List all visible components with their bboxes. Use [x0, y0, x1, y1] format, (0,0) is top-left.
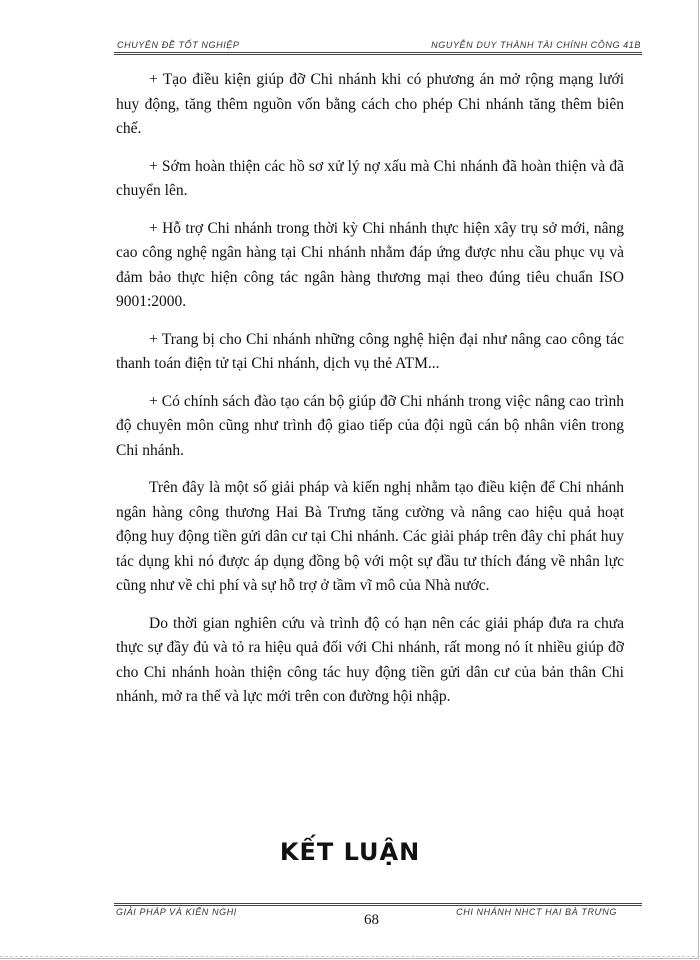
- paragraph-support-expansion: + Tạo điều kiện giúp đỡ Chi nhánh khi có phương án mở rộng mạng lưới huy động, tăng thêm nguồn vốn bằng cách cho phép Chi nhánh tăng thêm biên chế.: [116, 71, 624, 137]
- running-header-left: CHUYÊN ĐỀ TỐT NGHIỆP: [117, 40, 240, 50]
- page-number: 68: [364, 912, 379, 928]
- running-footer-right: CHI NHÁNH NHCT HAI BÀ TRƯNG: [456, 907, 617, 917]
- paragraph-training: + Có chính sách đào tạo cán bộ giúp đỡ Chi nhánh trong việc nâng cao trình độ chuyên môn cũng như trình độ giao tiếp của đội ngũ cán bộ nhân viên trong Chi nhánh.: [116, 392, 624, 459]
- page-bottom-edge: [0, 956, 700, 957]
- body-text: [116, 68, 624, 723]
- running-header-right: NGUYỄN DUY THÀNH TÀI CHÍNH CÔNG 41B: [431, 40, 641, 50]
- paragraph-bad-debt: + Sớm hoàn thiện các hồ sơ xử lý nợ xấu mà Chi nhánh đã hoàn thiện và đã chuyển lên.: [116, 157, 624, 199]
- paragraph-closing: Do thời gian nghiên cứu và trình độ có hạn nên các giải pháp đưa ra chưa thực sự đầy đủ và tỏ ra hiệu quả đối với Chi nhánh, rất mong nó ít nhiều giúp đỡ cho Chi nhánh hoàn thiện công tác huy động tiền gửi dân cư của bản thân Chi nhánh, mở ra thế và lực mới trên con đường hội nhập.: [116, 614, 624, 705]
- running-footer-left: GIẢI PHÁP VÀ KIẾN NGHỊ: [116, 907, 237, 917]
- paragraph-headquarters-support: + Hỗ trợ Chi nhánh trong thời kỳ Chi nhánh thực hiện xây trụ sở mới, nâng cao công nghệ ngân hàng tại Chi nhánh nhằm đáp ứng được nhu cầu phục vụ và đảm bảo thực hiện công tác ngân hàng thương mại theo đúng tiêu chuẩn ISO 9001:2000.: [116, 219, 624, 310]
- footer-rule: [114, 903, 642, 906]
- paragraph-summary: Trên đây là một số giải pháp và kiến nghị nhằm tạo điều kiện để Chi nhánh ngân hàng công thương Hai Bà Trưng tăng cường và nâng cao hiệu quả hoạt động huy động tiền gửi dân cư tại Chi nhánh. Các giải pháp trên đây chỉ phát huy tác dụng khi nó được áp dụng đồng bộ với một sự đầu tư thích đáng về nhân lực cũng như về chi phí và sự hỗ trợ ở tầm vĩ mô của Nhà nước.: [116, 479, 624, 594]
- header-rule: [114, 52, 642, 55]
- paragraph-technology: + Trang bị cho Chi nhánh những công nghệ hiện đại như nâng cao công tác thanh toán điện tử tại Chi nhánh, dịch vụ thẻ ATM...: [116, 330, 624, 372]
- conclusion-heading: KẾT LUẬN: [279, 838, 421, 866]
